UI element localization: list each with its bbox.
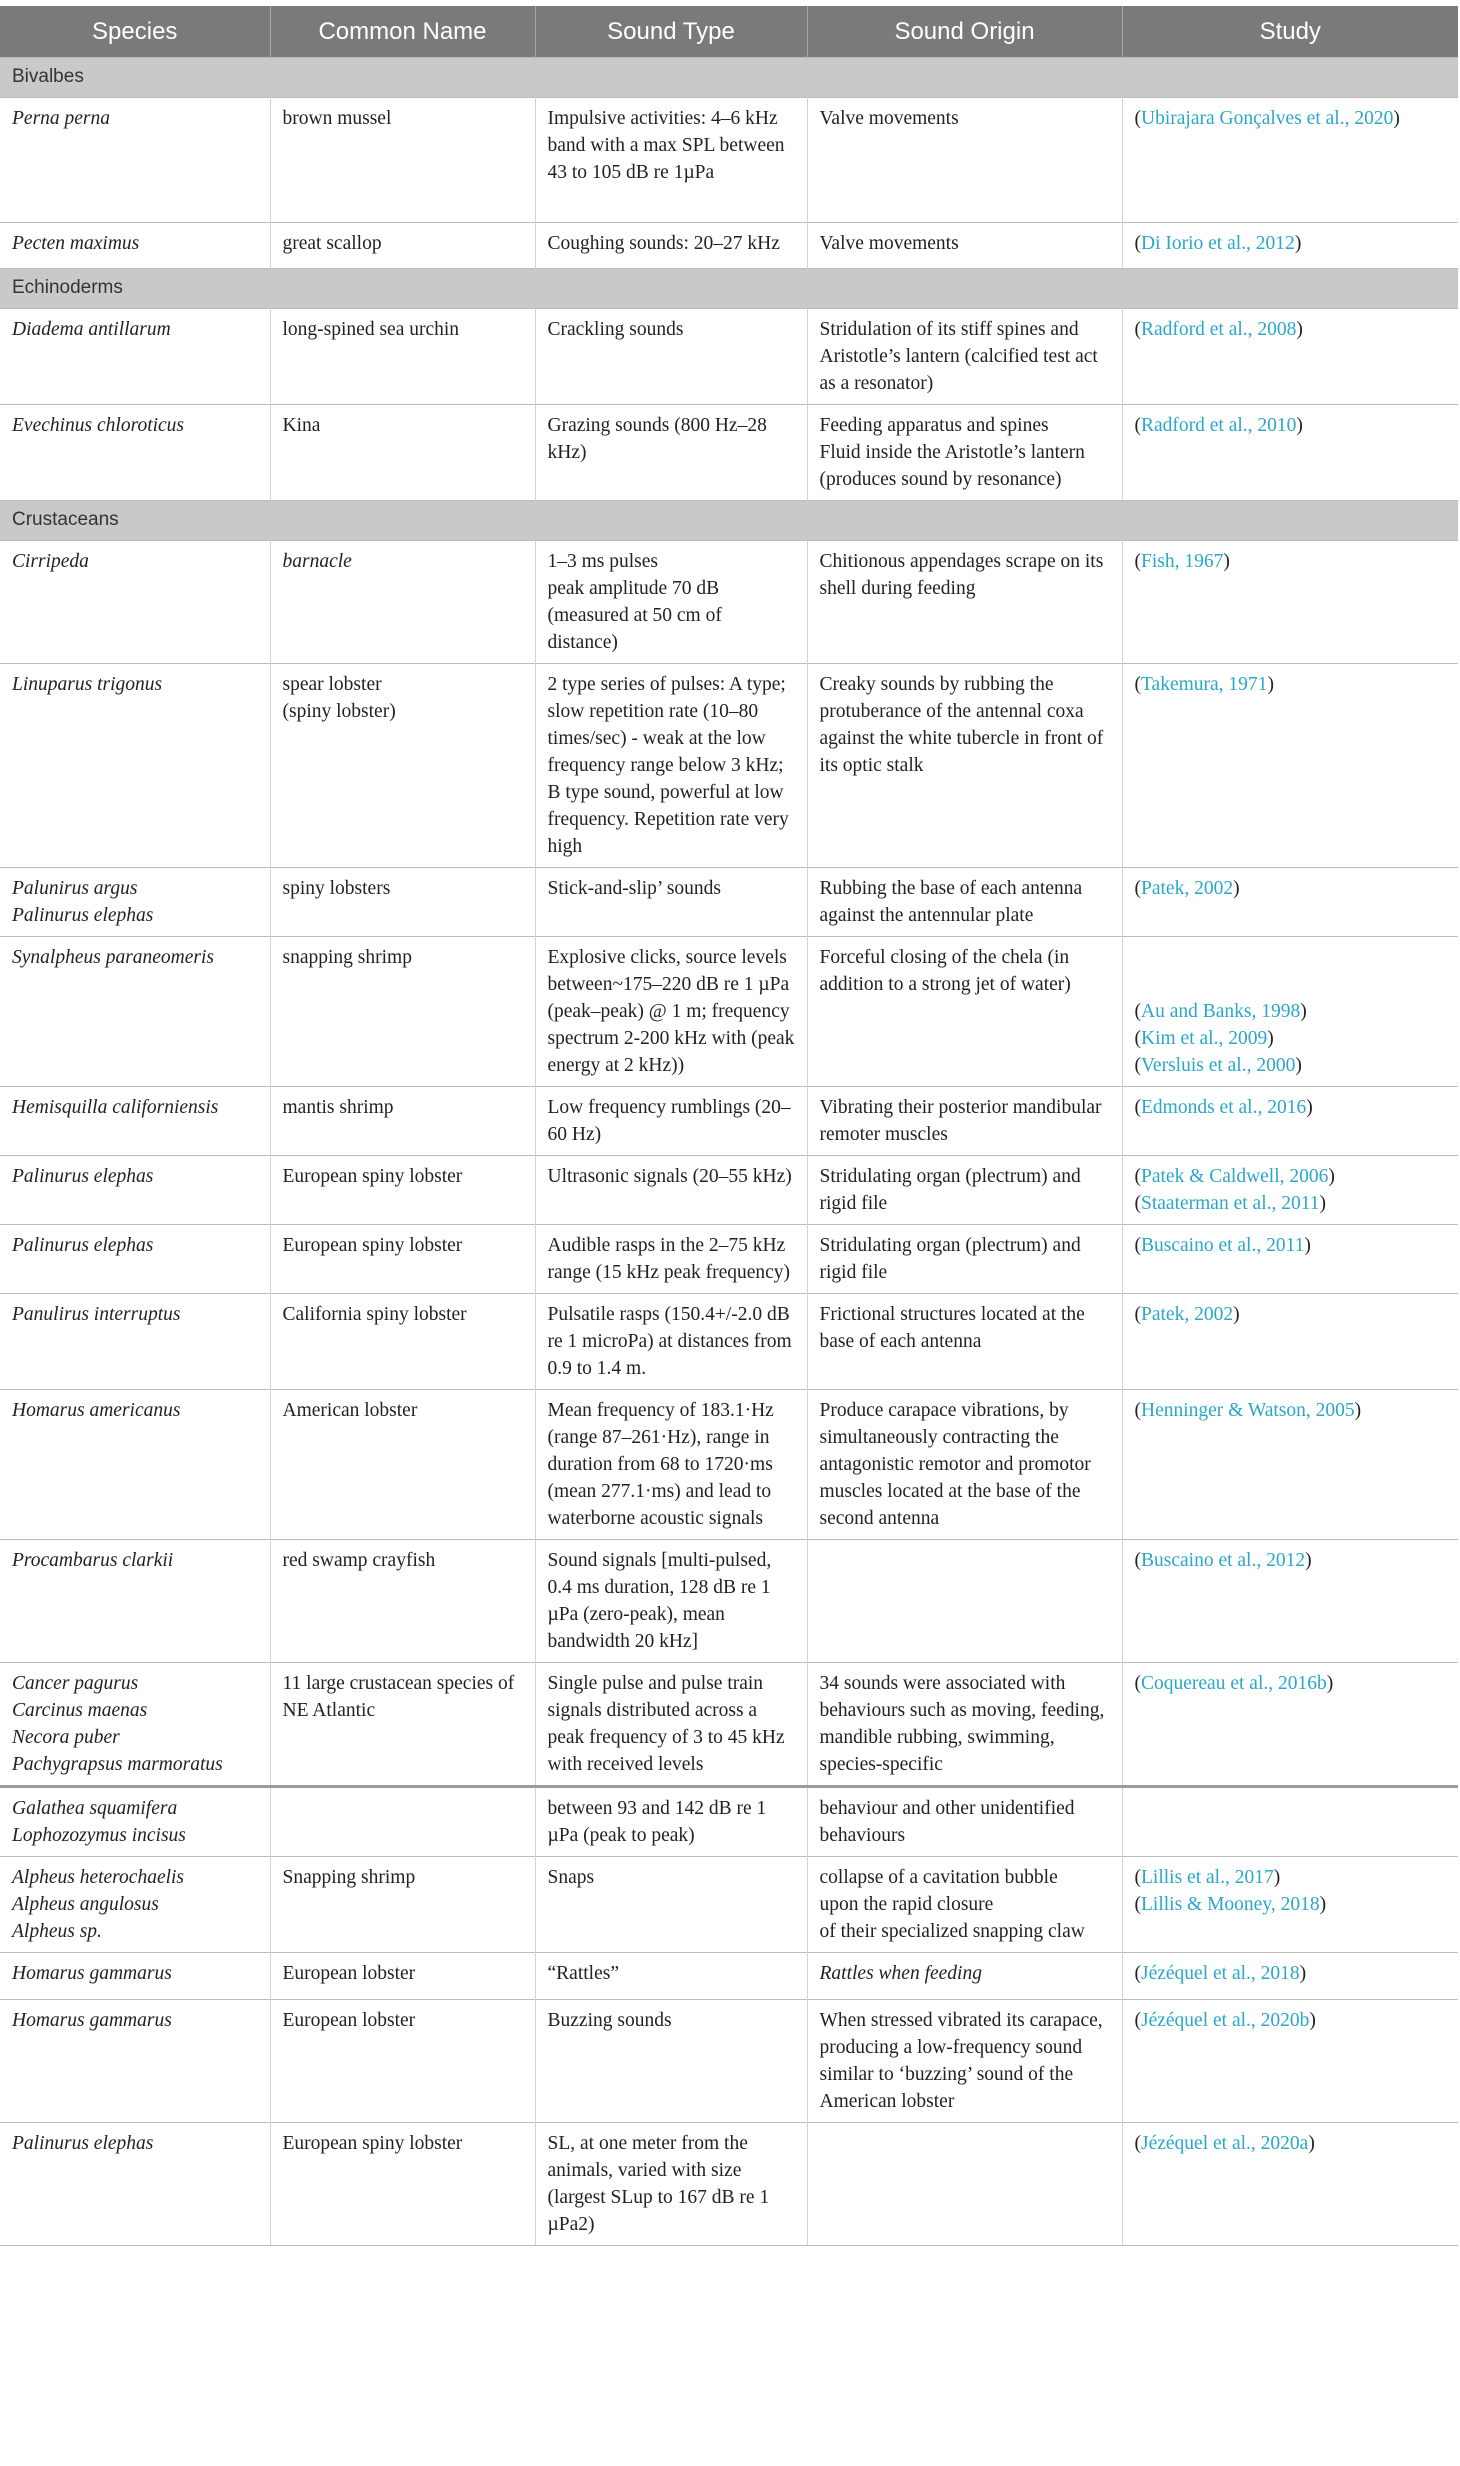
- cell-sound-type: Crackling sounds: [535, 309, 807, 405]
- group-row: [0, 501, 1458, 541]
- citation-text[interactable]: Patek, 2002: [1141, 878, 1234, 899]
- paren-open: (: [1134, 1166, 1141, 1187]
- paren-open: (: [1134, 551, 1141, 572]
- citation-list: [1135, 230, 1447, 257]
- citation-text[interactable]: Edmonds et al., 2016: [1141, 1097, 1307, 1118]
- citation-list: [1135, 875, 1447, 902]
- table-row: [0, 1540, 1458, 1663]
- paren-close: ): [1319, 1193, 1327, 1214]
- table-row: [0, 937, 1458, 1087]
- cell-sound-type: 2 type series of pulses: A type; slow repetition rate (10–80 times/sec) - weak at the low frequency range below 3 kHz; B type sound, powerful at low frequency. Repetition rate very high: [535, 664, 807, 868]
- cell-sound-origin: Creaky sounds by rubbing the protuberance of the antennal coxa against the white tubercle in front of its optic stalk: [807, 664, 1122, 868]
- cell-sound-origin: Stridulating organ (plectrum) and rigid file: [807, 1225, 1122, 1294]
- citation-text[interactable]: Kim et al., 2009: [1141, 1028, 1268, 1049]
- paren-close: ): [1326, 1673, 1334, 1694]
- table-row: [0, 2123, 1458, 2246]
- header-study: Study: [1122, 6, 1458, 58]
- cell-sound-type: Impulsive activities: 4–6 kHz band with a max SPL between 43 to 105 dB re 1µPa: [535, 98, 807, 223]
- cell-study: [1122, 1087, 1458, 1156]
- citation-list: [1135, 316, 1447, 343]
- citation-text[interactable]: Versluis et al., 2000: [1141, 1055, 1296, 1076]
- citation-list: [1135, 105, 1447, 132]
- cell-species: Procambarus clarkii: [0, 1540, 270, 1663]
- cell-sound-type: Mean frequency of 183.1·Hz (range 87–261·Hz), range in duration from 68 to 1720·ms (mean 277.1·ms) and lead to waterborne acoustic signals: [535, 1390, 807, 1540]
- citation-link[interactable]: [1135, 1864, 1447, 1891]
- citation-link[interactable]: [1135, 671, 1447, 698]
- cell-sound-type: Coughing sounds: 20–27 kHz: [535, 223, 807, 269]
- paren-close: ): [1305, 1550, 1312, 1571]
- paren-close: ): [1328, 1166, 1335, 1187]
- cell-sound-origin: Rubbing the base of each antenna against the antennular plate: [807, 868, 1122, 937]
- paren-close: ): [1273, 1867, 1281, 1888]
- citation-list: [1135, 1232, 1447, 1259]
- citation-text[interactable]: Radford et al., 2010: [1141, 415, 1297, 436]
- paren-close: ): [1267, 674, 1274, 695]
- table-row: [0, 1087, 1458, 1156]
- cell-species: Pecten maximus: [0, 223, 270, 269]
- paren-close: ): [1223, 551, 1230, 572]
- header-common-name: Common Name: [270, 6, 535, 58]
- paren-open: (: [1134, 1963, 1141, 1984]
- cell-sound-origin: Stridulating organ (plectrum) and rigid file: [807, 1156, 1122, 1225]
- cell-study: [1122, 664, 1458, 868]
- cell-sound-type: Stick-and-slip’ sounds: [535, 868, 807, 937]
- cell-species: Palunirus argus Palinurus elephas: [0, 868, 270, 937]
- table-row: [0, 405, 1458, 501]
- cell-study: [1122, 541, 1458, 664]
- cell-study: [1122, 937, 1458, 1087]
- citation-text[interactable]: Jézéquel et al., 2020a: [1141, 2133, 1309, 2154]
- cell-common-name: European lobster: [270, 1953, 535, 2000]
- cell-sound-origin: [807, 1540, 1122, 1663]
- citation-link[interactable]: [1135, 1094, 1447, 1121]
- citation-text[interactable]: Jézéquel et al., 2018: [1141, 1963, 1300, 1984]
- table-row: [0, 1294, 1458, 1390]
- citation-list: [1135, 412, 1447, 439]
- cell-study: [1122, 309, 1458, 405]
- table-row: [0, 541, 1458, 664]
- citation-link[interactable]: [1135, 105, 1447, 132]
- cell-study: [1122, 405, 1458, 501]
- paren-open: (: [1134, 1550, 1141, 1571]
- paren-close: ): [1233, 1304, 1240, 1325]
- citation-text[interactable]: Patek, 2002: [1141, 1304, 1234, 1325]
- cell-sound-type: Audible rasps in the 2–75 kHz range (15 kHz peak frequency): [535, 1225, 807, 1294]
- citation-link[interactable]: [1135, 1397, 1447, 1424]
- cell-species: Linuparus trigonus: [0, 664, 270, 868]
- cell-species: Diadema antillarum: [0, 309, 270, 405]
- cell-sound-origin: collapse of a cavitation bubble upon the rapid closure of their specialized snapping claw: [807, 1857, 1122, 1953]
- cell-study: [1122, 223, 1458, 269]
- paren-close: ): [1296, 319, 1303, 340]
- citation-text[interactable]: Au and Banks, 1998: [1141, 1001, 1301, 1022]
- cell-sound-type: Single pulse and pulse train signals distributed across a peak frequency of 3 to 45 kHz with received levels: [535, 1663, 807, 1787]
- cell-study: [1122, 1953, 1458, 2000]
- cell-species: Cirripeda: [0, 541, 270, 664]
- cell-species: Homarus gammarus: [0, 1953, 270, 2000]
- cell-common-name: long-spined sea urchin: [270, 309, 535, 405]
- cell-sound-origin: Valve movements: [807, 98, 1122, 223]
- cell-common-name: barnacle: [270, 541, 535, 664]
- paren-open: (: [1134, 2010, 1141, 2031]
- paren-open: (: [1134, 1400, 1141, 1421]
- citation-link[interactable]: [1135, 548, 1447, 575]
- cell-species: Palinurus elephas: [0, 1225, 270, 1294]
- cell-sound-origin: Stridulation of its stiff spines and Aristotle’s lantern (calcified test act as a resonator): [807, 309, 1122, 405]
- cell-study: [1122, 1390, 1458, 1540]
- citation-text[interactable]: Ubirajara Gonçalves et al., 2020: [1141, 108, 1394, 129]
- table-body: [0, 58, 1458, 2246]
- group-row: [0, 58, 1458, 98]
- cell-species: Evechinus chloroticus: [0, 405, 270, 501]
- citation-link[interactable]: [1135, 1163, 1447, 1190]
- citation-link[interactable]: [1135, 998, 1447, 1025]
- header-row: [0, 6, 1458, 58]
- citation-list: [1135, 944, 1447, 1079]
- paren-close: ): [1306, 1097, 1313, 1118]
- cell-species: Alpheus heterochaelis Alpheus angulosus Alpheus sp.: [0, 1857, 270, 1953]
- citation-link[interactable]: [1135, 1052, 1447, 1079]
- paren-open: (: [1134, 674, 1141, 695]
- cell-study: [1122, 2123, 1458, 2246]
- table-row: [0, 1156, 1458, 1225]
- group-title: Echinoderms: [0, 269, 1458, 309]
- citation-text[interactable]: Lillis & Mooney, 2018: [1141, 1894, 1320, 1915]
- citation-text[interactable]: Patek & Caldwell, 2006: [1141, 1166, 1329, 1187]
- cell-sound-origin: [807, 2123, 1122, 2246]
- header-species: Species: [0, 6, 270, 58]
- citation-list: [1135, 548, 1447, 575]
- cell-common-name: brown mussel: [270, 98, 535, 223]
- cell-sound-origin: Vibrating their posterior mandibular remoter muscles: [807, 1087, 1122, 1156]
- cell-study: [1122, 1225, 1458, 1294]
- citation-link[interactable]: [1135, 1232, 1447, 1259]
- cell-common-name: red swamp crayfish: [270, 1540, 535, 1663]
- citation-link[interactable]: [1135, 1891, 1447, 1918]
- paren-close: ): [1308, 2133, 1315, 2154]
- table-row: [0, 664, 1458, 868]
- cell-common-name: California spiny lobster: [270, 1294, 535, 1390]
- citation-text[interactable]: Coquereau et al., 2016b: [1141, 1673, 1327, 1694]
- cell-study: [1122, 1787, 1458, 1857]
- cell-common-name: Kina: [270, 405, 535, 501]
- cell-sound-type: SL, at one meter from the animals, varied with size (largest SLup to 167 dB re 1 µPa2): [535, 2123, 807, 2246]
- citation-text[interactable]: Takemura, 1971: [1141, 674, 1268, 695]
- cell-species: Homarus americanus: [0, 1390, 270, 1540]
- citation-list: [1135, 1397, 1447, 1424]
- cell-species: Homarus gammarus: [0, 2000, 270, 2123]
- cell-species: Cancer pagurus Carcinus maenas Necora puber Pachygrapsus marmoratus: [0, 1663, 270, 1787]
- paren-open: (: [1134, 415, 1141, 436]
- citation-list: [1135, 671, 1447, 698]
- paren-open: (: [1134, 1673, 1141, 1694]
- table-row: [0, 1663, 1458, 1787]
- cell-common-name: American lobster: [270, 1390, 535, 1540]
- citation-text[interactable]: Henninger & Watson, 2005: [1141, 1400, 1355, 1421]
- paren-open: (: [1134, 1235, 1141, 1256]
- paren-open: (: [1134, 108, 1141, 129]
- cell-sound-type: Pulsatile rasps (150.4+/-2.0 dB re 1 microPa) at distances from 0.9 to 1.4 m.: [535, 1294, 807, 1390]
- table-row: [0, 1857, 1458, 1953]
- cell-study: [1122, 1294, 1458, 1390]
- cell-sound-origin: Rattles when feeding: [807, 1953, 1122, 2000]
- cell-species: Panulirus interruptus: [0, 1294, 270, 1390]
- paren-open: (: [1134, 1055, 1141, 1076]
- cell-study: [1122, 868, 1458, 937]
- citation-link[interactable]: [1135, 1025, 1447, 1052]
- cell-common-name: spear lobster (spiny lobster): [270, 664, 535, 868]
- paren-open: (: [1134, 233, 1141, 254]
- cell-study: [1122, 1156, 1458, 1225]
- cell-common-name: European lobster: [270, 2000, 535, 2123]
- cell-sound-origin: When stressed vibrated its carapace, producing a low-frequency sound similar to ‘buzzing’ sound of the American lobster: [807, 2000, 1122, 2123]
- cell-study: [1122, 1857, 1458, 1953]
- cell-common-name: [270, 1787, 535, 1857]
- citation-link[interactable]: [1135, 875, 1447, 902]
- group-title: Crustaceans: [0, 501, 1458, 541]
- citation-text[interactable]: Radford et al., 2008: [1141, 319, 1297, 340]
- group-title: Bivalbes: [0, 58, 1458, 98]
- paren-close: ): [1393, 108, 1400, 129]
- table-row: [0, 1953, 1458, 2000]
- paren-close: ): [1294, 233, 1302, 254]
- cell-common-name: European spiny lobster: [270, 1225, 535, 1294]
- citation-list: [1135, 1163, 1447, 1217]
- cell-sound-type: Sound signals [multi-pulsed, 0.4 ms duration, 128 dB re 1 µPa (zero-peak), mean bandwidth 20 kHz]: [535, 1540, 807, 1663]
- citation-link[interactable]: [1135, 412, 1447, 439]
- cell-sound-type: 1–3 ms pulses peak amplitude 70 dB (measured at 50 cm of distance): [535, 541, 807, 664]
- citation-link[interactable]: [1135, 1547, 1447, 1574]
- cell-sound-type: Explosive clicks, source levels between~175–220 dB re 1 µPa (peak–peak) @ 1 m; frequency spectrum 2-200 kHz with (peak energy at 2 kHz)): [535, 937, 807, 1087]
- citation-list: [1135, 2130, 1447, 2157]
- cell-common-name: Snapping shrimp: [270, 1857, 535, 1953]
- cell-species: Hemisquilla californiensis: [0, 1087, 270, 1156]
- cell-sound-origin: Produce carapace vibrations, by simultaneously contracting the antagonistic remotor and promotor muscles located at the base of the second antenna: [807, 1390, 1122, 1540]
- paren-close: ): [1267, 1028, 1274, 1049]
- paren-close: ): [1304, 1235, 1311, 1256]
- citation-text[interactable]: Staaterman et al., 2011: [1141, 1193, 1320, 1214]
- table-row: [0, 2000, 1458, 2123]
- table-row: [0, 868, 1458, 937]
- cell-sound-type: “Rattles”: [535, 1953, 807, 2000]
- cell-common-name: mantis shrimp: [270, 1087, 535, 1156]
- paren-open: (: [1134, 1304, 1141, 1325]
- cell-study: [1122, 1663, 1458, 1787]
- species-sound-table: [0, 6, 1458, 2246]
- cell-common-name: European spiny lobster: [270, 1156, 535, 1225]
- citation-list: [1135, 1547, 1447, 1574]
- cell-sound-origin: Forceful closing of the chela (in addition to a strong jet of water): [807, 937, 1122, 1087]
- paren-open: (: [1134, 878, 1141, 899]
- cell-sound-origin: 34 sounds were associated with behaviours such as moving, feeding, mandible rubbing, swimming, species-specific: [807, 1663, 1122, 1787]
- paren-open: (: [1134, 319, 1141, 340]
- paren-close: ): [1233, 878, 1240, 899]
- cell-study: [1122, 2000, 1458, 2123]
- citation-text[interactable]: Buscaino et al., 2012: [1141, 1550, 1306, 1571]
- cell-study: [1122, 98, 1458, 223]
- cell-common-name: 11 large crustacean species of NE Atlantic: [270, 1663, 535, 1787]
- cell-sound-type: Buzzing sounds: [535, 2000, 807, 2123]
- citation-list: [1135, 1670, 1447, 1697]
- citation-link[interactable]: [1135, 230, 1447, 257]
- header-sound-origin: Sound Origin: [807, 6, 1122, 58]
- cell-species: Synalpheus paraneomeris: [0, 937, 270, 1087]
- cell-study: [1122, 1540, 1458, 1663]
- paren-close: ): [1354, 1400, 1362, 1421]
- paren-open: (: [1134, 1867, 1141, 1888]
- cell-common-name: snapping shrimp: [270, 937, 535, 1087]
- paren-close: ): [1309, 2010, 1316, 2031]
- paren-open: (: [1134, 1097, 1141, 1118]
- cell-sound-origin: Feeding apparatus and spines Fluid inside the Aristotle’s lantern (produces sound by resonance): [807, 405, 1122, 501]
- table-header: [0, 6, 1458, 58]
- header-sound-type: Sound Type: [535, 6, 807, 58]
- citation-list: [1135, 1094, 1447, 1121]
- citation-link[interactable]: [1135, 1960, 1447, 1987]
- paren-open: (: [1134, 2133, 1141, 2154]
- table-row: [0, 309, 1458, 405]
- citation-list: [1135, 1864, 1447, 1918]
- table-row: [0, 1225, 1458, 1294]
- cell-species: Palinurus elephas: [0, 2123, 270, 2246]
- paren-close: ): [1300, 1001, 1307, 1022]
- paren-open: (: [1134, 1894, 1141, 1915]
- cell-sound-origin: behaviour and other unidentified behaviours: [807, 1787, 1122, 1857]
- citation-text[interactable]: Fish, 1967: [1141, 551, 1224, 572]
- paren-close: ): [1299, 1963, 1307, 1984]
- citation-link[interactable]: [1135, 1190, 1447, 1217]
- paren-open: (: [1134, 1028, 1141, 1049]
- paren-close: ): [1295, 1055, 1302, 1076]
- table-row: [0, 223, 1458, 269]
- table-row: [0, 1390, 1458, 1540]
- citation-link[interactable]: [1135, 316, 1447, 343]
- citation-text[interactable]: Di Iorio et al., 2012: [1141, 233, 1295, 254]
- group-row: [0, 269, 1458, 309]
- cell-sound-type: between 93 and 142 dB re 1 µPa (peak to peak): [535, 1787, 807, 1857]
- cell-sound-type: Low frequency rumblings (20–60 Hz): [535, 1087, 807, 1156]
- cell-sound-type: Grazing sounds (800 Hz–28 kHz): [535, 405, 807, 501]
- paren-open: (: [1134, 1193, 1141, 1214]
- citation-text[interactable]: Jézéquel et al., 2020b: [1141, 2010, 1310, 2031]
- citation-list: [1135, 1301, 1447, 1328]
- table-row: [0, 1787, 1458, 1857]
- table-row: [0, 98, 1458, 223]
- citation-list: [1135, 1960, 1447, 1987]
- cell-common-name: great scallop: [270, 223, 535, 269]
- paren-open: (: [1134, 1001, 1141, 1022]
- paren-close: ): [1319, 1894, 1327, 1915]
- paren-close: ): [1296, 415, 1303, 436]
- cell-species: Palinurus elephas: [0, 1156, 270, 1225]
- cell-common-name: spiny lobsters: [270, 868, 535, 937]
- citation-link[interactable]: [1135, 1670, 1447, 1697]
- citation-link[interactable]: [1135, 1301, 1447, 1328]
- cell-sound-type: Snaps: [535, 1857, 807, 1953]
- citation-text[interactable]: Buscaino et al., 2011: [1141, 1235, 1305, 1256]
- citation-text[interactable]: Lillis et al., 2017: [1141, 1867, 1274, 1888]
- cell-common-name: European spiny lobster: [270, 2123, 535, 2246]
- cell-species: Galathea squamifera Lophozozymus incisus: [0, 1787, 270, 1857]
- citation-list: [1135, 2007, 1447, 2034]
- cell-sound-type: Ultrasonic signals (20–55 kHz): [535, 1156, 807, 1225]
- cell-species: Perna perna: [0, 98, 270, 223]
- cell-sound-origin: Frictional structures located at the base of each antenna: [807, 1294, 1122, 1390]
- citation-link[interactable]: [1135, 2130, 1447, 2157]
- citation-link[interactable]: [1135, 2007, 1447, 2034]
- cell-sound-origin: Chitionous appendages scrape on its shell during feeding: [807, 541, 1122, 664]
- cell-sound-origin: Valve movements: [807, 223, 1122, 269]
